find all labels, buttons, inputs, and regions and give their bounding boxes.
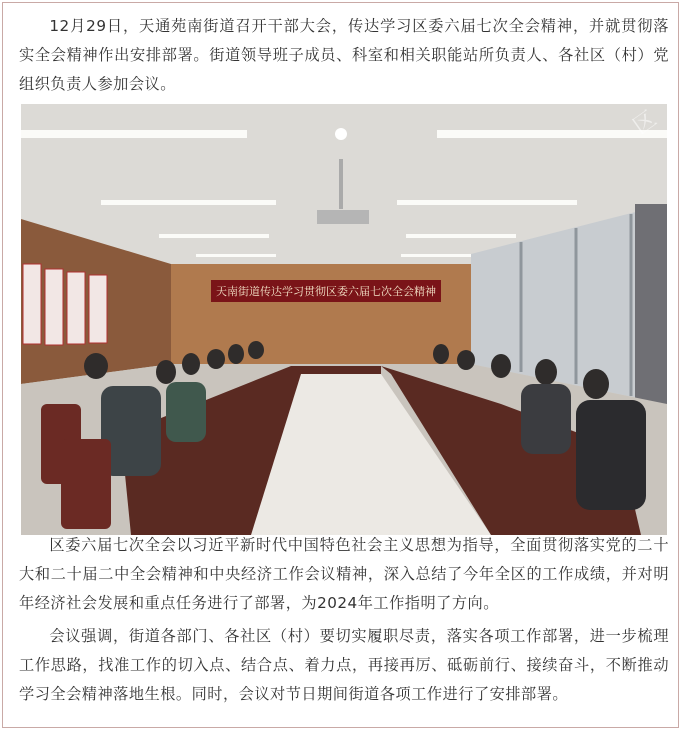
watermark-logo: 区 — [628, 106, 662, 140]
meeting-photo-illustration — [21, 104, 667, 535]
article-frame — [2, 2, 679, 728]
wall-banner: 天南街道传达学习贯彻区委六届七次全会精神 — [216, 285, 436, 298]
body-paragraph-1: 区委六届七次全会以习近平新时代中国特色社会主义思想为指导，全面贯彻落实党的二十大和二十届二中全会精神和中央经济工作会议精神，深入总结了今年全区的工作成绩，并对明年经济社会发展和重点任务进行了部署，为2024年工作指明了方向。 — [19, 536, 669, 612]
intro-paragraph: 12月29日，天通苑南街道召开干部大会，传达学习区委六届七次全会精神，并就贯彻落实全会精神作出安排部署。街道领导班子成员、科室和相关职能站所负责人、各社区（村）党组织负责人参加会议。 — [19, 17, 669, 93]
body-paragraph-2: 会议强调，街道各部门、各社区（村）要切实履职尽责，落实各项工作部署，进一步梳理工作思路，找准工作的切入点、结合点、着力点，再接再厉、砥砺前行、接续奋斗，不断推动学习全会精神落地生根。同时，会议对节日期间街道各项工作进行了安排部署。 — [19, 627, 669, 703]
meeting-photo — [21, 104, 667, 535]
